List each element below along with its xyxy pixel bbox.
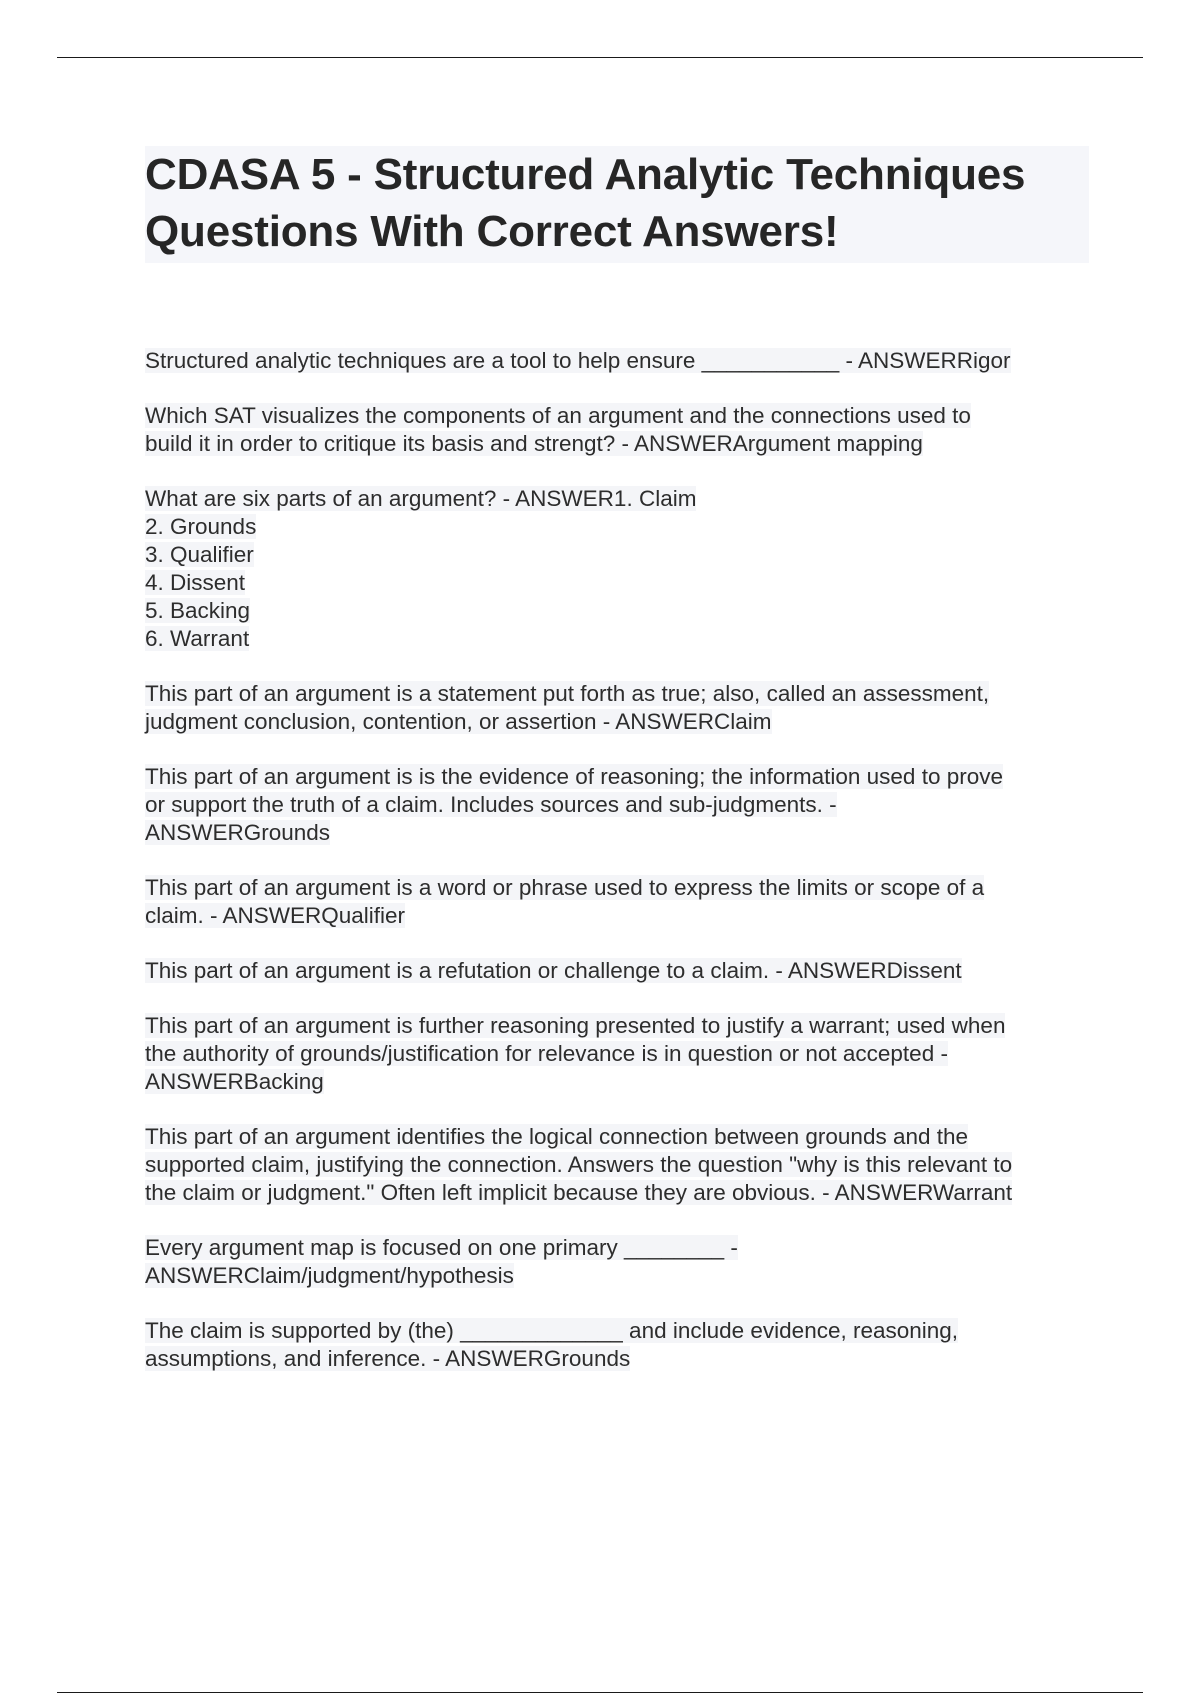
qa-item-primary-claim: Every argument map is focused on one primary ________ - ANSWERClaim/judgment/hypothesis xyxy=(145,1235,738,1288)
qa-item-rigor: Structured analytic techniques are a tool to help ensure ___________ - ANSWERRigor xyxy=(145,348,1011,373)
qa-item-argument-mapping: Which SAT visualizes the components of an argument and the connections used to build it in order to critique its basis and strengt? - ANSWERArgument mapping xyxy=(145,403,971,456)
title-block xyxy=(145,146,1089,263)
qa-item-warrant: This part of an argument identifies the logical connection between grounds and the supported claim, justifying the connection. Answers the question "why is this relevant to the claim or judgment." Often left implicit because they are obvious. - ANSWERWarrant xyxy=(145,1124,1013,1205)
qa-item-claim-supported: The claim is supported by (the) _____________ and include evidence, reasoning, assumptions, and inference. - ANSWERGrounds xyxy=(145,1318,959,1371)
qa-item-six-parts: What are six parts of an argument? - ANSWER1. Claim 2. Grounds 3. Qualifier 4. Dissent 5. Backing 6. Warrant xyxy=(145,486,697,651)
top-rule xyxy=(57,57,1143,58)
qa-item-qualifier: This part of an argument is a word or phrase used to express the limits or scope of a claim. - ANSWERQualifier xyxy=(145,875,985,928)
bottom-rule xyxy=(57,1692,1143,1693)
qa-item-dissent: This part of an argument is a refutation or challenge to a claim. - ANSWERDissent xyxy=(145,958,962,983)
document-body xyxy=(145,146,1089,1400)
qa-item-grounds: This part of an argument is is the evidence of reasoning; the information used to prove or support the truth of a claim. Includes sources and sub-judgments. - ANSWERGrounds xyxy=(145,764,1003,845)
qa-list xyxy=(145,347,1089,1373)
qa-item-claim: This part of an argument is a statement put forth as true; also, called an assessment, judgment conclusion, contention, or assertion - ANSWERClaim xyxy=(145,681,990,734)
document-title: CDASA 5 - Structured Analytic Techniques Questions With Correct Answers! xyxy=(145,150,1026,256)
qa-item-backing: This part of an argument is further reasoning presented to justify a warrant; used when the authority of grounds/justification for relevance is in question or not accepted - ANSWERBacking xyxy=(145,1013,1006,1094)
